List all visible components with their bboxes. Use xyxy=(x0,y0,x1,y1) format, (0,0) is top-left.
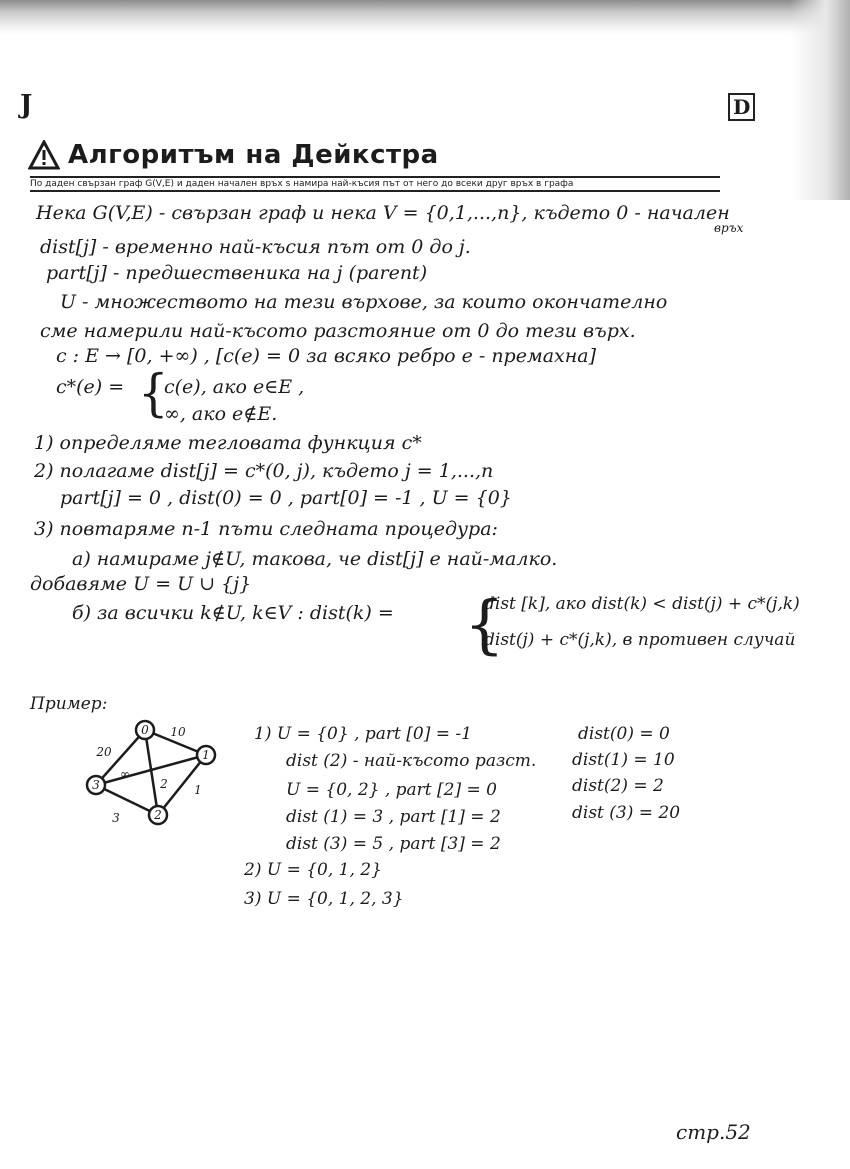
step-line: а) намираме j∉U, такова, че dist[j] е най-малко. xyxy=(72,548,558,570)
example-step: 3) U = {0, 1, 2, 3} xyxy=(244,889,404,909)
step-line: 2) полагаме dist[j] = c*(0, j), където j = 1,...,n xyxy=(34,460,494,482)
definition-line: U - множеството на тези върхове, за които окончателно xyxy=(60,291,668,313)
graph-edge-label: 3 xyxy=(112,811,120,825)
step-line: 3) повтаряме n-1 пъти следната процедура: xyxy=(34,518,498,540)
graph-node-label: 3 xyxy=(92,778,100,792)
dist-update-case: dist(j) + c*(j,k), в противен случай xyxy=(484,630,796,650)
page-title: Алгоритъм на Дейкстра xyxy=(68,140,439,170)
cost-function-brace: { xyxy=(138,363,169,423)
example-step: U = {0, 2} , part [2] = 0 xyxy=(286,780,497,800)
definition-line: dist[j] - временно най-късия път от 0 до j. xyxy=(40,236,471,258)
subtitle: По даден свързан граф G(V,E) и даден начален връх s намира най-късия път от него до всеки друг връх в графа xyxy=(30,176,720,192)
example-label: Пример: xyxy=(30,694,108,714)
graph-edge-label: 20 xyxy=(96,745,112,759)
cost-function-lhs: c*(e) = xyxy=(56,376,125,398)
example-step: 1) U = {0} , part [0] = -1 xyxy=(254,724,472,744)
step-line: добавяме U = U ∪ {j} xyxy=(30,573,252,595)
example-dist: dist(1) = 10 xyxy=(572,750,675,770)
scan-shadow-right xyxy=(790,0,850,200)
example-step: 2) U = {0, 1, 2} xyxy=(244,860,382,880)
example-dist: dist(2) = 2 xyxy=(572,776,664,796)
graph-edge-label: 2 xyxy=(160,777,168,791)
warning-icon xyxy=(28,140,60,170)
graph-edge-label: 1 xyxy=(194,783,202,797)
cost-function-case: ∞, ако e∉E. xyxy=(164,403,278,425)
graph-edge xyxy=(96,755,206,785)
example-step: dist (2) - най-късото разст. xyxy=(286,751,537,771)
corner-mark-right: D xyxy=(728,93,755,121)
page-number: стр.52 xyxy=(676,1120,751,1144)
step-line: part[j] = 0 , dist(0) = 0 , part[0] = -1 , U = {0} xyxy=(60,487,512,509)
graph-edge-label: ∞ xyxy=(120,767,130,781)
definition-line: part[j] - предшественика на j (parent) xyxy=(46,262,428,284)
graph-node-label: 0 xyxy=(141,723,149,737)
cost-function-case: c(e), ако e∈E , xyxy=(164,376,305,398)
graph-edge-label: 10 xyxy=(170,725,186,739)
scan-shadow-top xyxy=(0,0,850,34)
definition-line: c : E → [0, +∞) , [c(e) = 0 за всяко ребро e - премахна] xyxy=(56,345,597,367)
definition-line: Нека G(V,E) - свързан граф и нека V = {0,1,...,n}, където 0 - начален xyxy=(36,202,730,224)
graph-edge xyxy=(96,785,158,815)
dist-update-case: dist [k], ако dist(k) < dist(j) + c*(j,k) xyxy=(484,594,800,614)
step-line: б) за всички k∉U, k∈V : dist(k) = xyxy=(72,602,394,624)
graph-edge xyxy=(145,730,158,815)
definition-line: сме намерили най-късото разстояние от 0 до тези върх. xyxy=(40,320,636,342)
corner-mark-left: J xyxy=(20,90,33,120)
example-step: dist (1) = 3 , part [1] = 2 xyxy=(286,807,501,827)
graph-node-label: 1 xyxy=(202,748,210,762)
example-dist: dist(0) = 0 xyxy=(578,724,670,744)
example-dist: dist (3) = 20 xyxy=(572,803,681,823)
graph-node-label: 2 xyxy=(154,808,162,822)
example-step: dist (3) = 5 , part [3] = 2 xyxy=(286,834,501,854)
step-line: 1) определяме тегловата функция c* xyxy=(34,432,422,454)
title-row xyxy=(28,140,439,170)
example-graph xyxy=(70,710,250,830)
dist-update-brace: { xyxy=(464,588,505,662)
definition-line: връх xyxy=(714,221,744,235)
